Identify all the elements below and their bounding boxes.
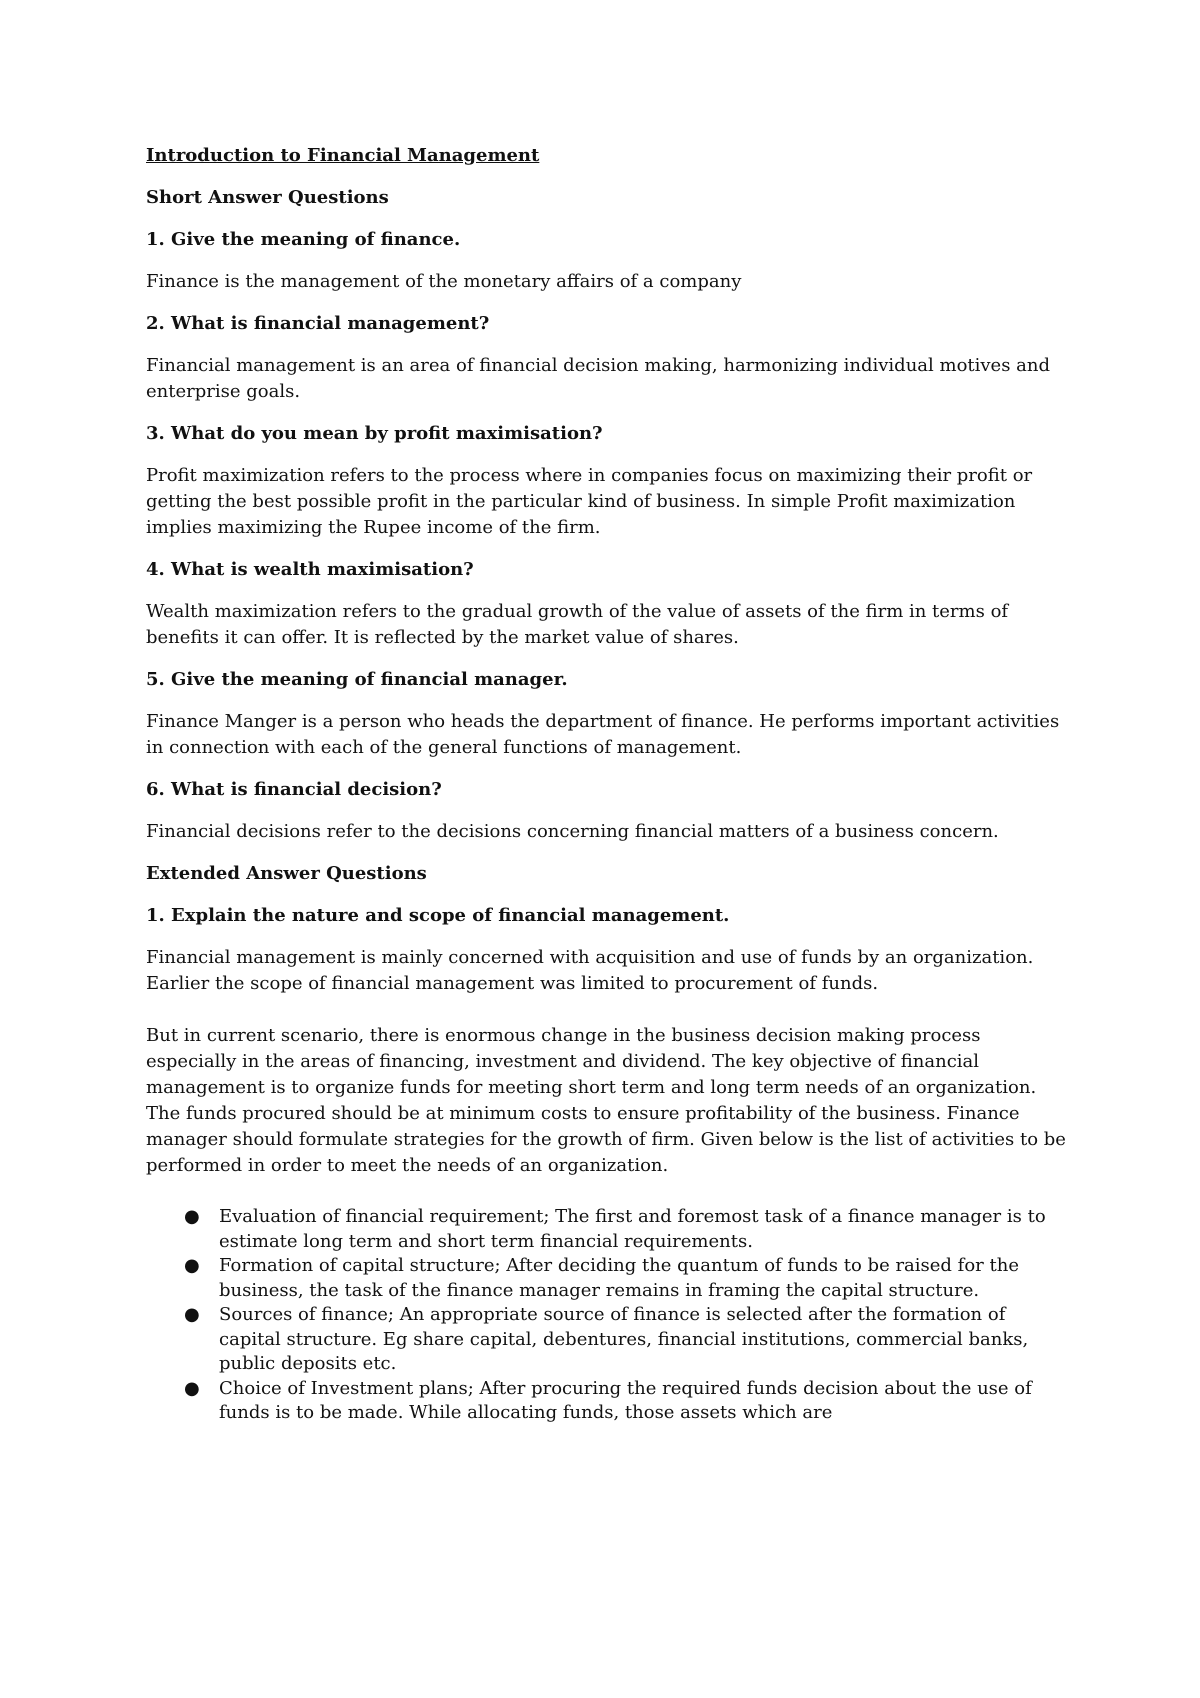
question-4: 4. What is wealth maximisation? [146, 559, 474, 580]
list-item [146, 1377, 1066, 1426]
list-item-text: Choice of Investment plans; After procuring the required funds decision about the use of funds is to be made. While allocating funds, those assets which are [219, 1377, 1032, 1423]
question-2: 2. What is financial management? [146, 313, 490, 334]
list-item [146, 1303, 1066, 1377]
answer-5: Finance Manger is a person who heads the department of finance. He performs important activities in connection with each of the general functions of management. [146, 711, 1060, 758]
answer-4: Wealth maximization refers to the gradual growth of the value of assets of the firm in terms of benefits it can offer. It is reflected by the market value of shares. [146, 601, 1009, 648]
extended-answer-heading: Extended Answer Questions [146, 863, 427, 884]
bullet-icon: ● [184, 1377, 200, 1399]
question-5: 5. Give the meaning of financial manager. [146, 669, 568, 690]
list-item [146, 1205, 1066, 1254]
activities-list [146, 1205, 1066, 1426]
bullet-icon: ● [184, 1206, 200, 1227]
document-title: Introduction to Financial Management [146, 145, 540, 166]
bullet-icon: ● [184, 1255, 200, 1276]
extended-paragraph-1: Financial management is mainly concerned with acquisition and use of funds by an organization. Earlier the scope of financial management was limited to procurement of funds. [146, 947, 1034, 994]
question-1: 1. Give the meaning of finance. [146, 229, 461, 250]
bullet-icon: ● [184, 1304, 200, 1325]
answer-2: Financial management is an area of financial decision making, harmonizing individual motives and enterprise goals. [146, 355, 1051, 402]
answer-1: Finance is the management of the monetary affairs of a company [146, 271, 742, 292]
list-item [146, 1254, 1066, 1303]
question-3: 3. What do you mean by profit maximisation? [146, 423, 603, 444]
short-answer-heading: Short Answer Questions [146, 187, 389, 208]
list-item-text: Sources of finance; An appropriate source of finance is selected after the formation of capital structure. Eg share capital, debentures, financial institutions, commercial banks, public deposits etc. [219, 1304, 1029, 1374]
list-item-text: Evaluation of financial requirement; The first and foremost task of a finance manager is to estimate long term and short term financial requirements. [219, 1206, 1046, 1252]
document-page [146, 143, 1066, 1426]
extended-paragraph-2: But in current scenario, there is enormous change in the business decision making process especially in the areas of financing, investment and dividend. The key objective of financial management is to organize funds for meeting short term and long term needs of an organization. The funds procured should be at minimum costs to ensure profitability of the business. Finance manager should formulate strategies for the growth of firm. Given below is the list of activities to be performed in order to meet the needs of an organization. [146, 1025, 1066, 1176]
answer-6: Financial decisions refer to the decisions concerning financial matters of a business concern. [146, 821, 999, 842]
extended-question-1: 1. Explain the nature and scope of financial management. [146, 905, 730, 926]
question-6: 6. What is financial decision? [146, 779, 442, 800]
answer-3: Profit maximization refers to the process where in companies focus on maximizing their profit or getting the best possible profit in the particular kind of business. In simple Profit maximization implies maximizing the Rupee income of the firm. [146, 465, 1033, 538]
list-item-text: Formation of capital structure; After deciding the quantum of funds to be raised for the business, the task of the finance manager remains in framing the capital structure. [219, 1255, 1019, 1301]
